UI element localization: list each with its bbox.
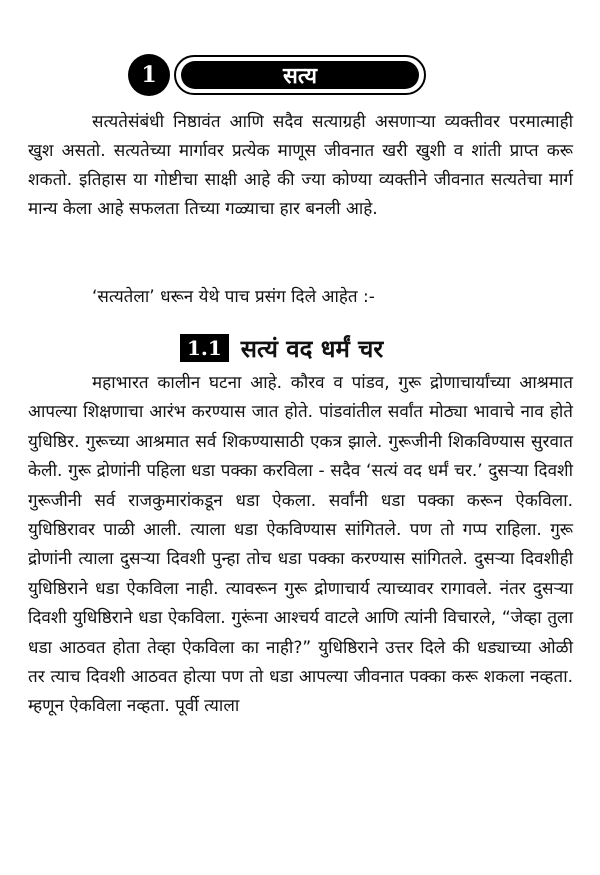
chapter-number: 1 — [128, 54, 170, 96]
chapter-title: सत्य — [181, 61, 419, 89]
note-paragraph: ‘सत्यतेला’ धरून येथे पाच प्रसंग दिले आहेत :- — [92, 287, 375, 307]
section-number: 1.1 — [180, 334, 229, 362]
section-title: सत्यं वद धर्मं चर — [240, 334, 384, 363]
story-paragraph: महाभारत कालीन घटना आहे. कौरव व पांडव, गुरू द्रोणाचार्यांच्या आश्रमात आपल्या शिक्षणाचा आरंभ करण्यास जात होते. पांडवांतील सर्वांत मोठ्या भावाचे नाव होते युधिष्ठिर. गुरूच्या आश्रमात सर्व शिकण्यासाठी एकत्र झाले. गुरूजीनी शिकविण्यास सुरवात केली. गुरू द्रोणांनी पहिला धडा पक्का करविला - सदैव ‘सत्यं वद धर्मं चर.’ दुसऱ्या दिवशी गुरूजीनी सर्व राजकुमारांकडून धडा ऐकला. सर्वांनी धडा पक्का करून ऐकविला. युधिष्ठिरावर पाळी आली. त्याला धडा ऐकविण्यास सांगितले. पण तो गप्प राहिला. गुरू द्रोणांनी त्याला दुसऱ्या दिवशी पुन्हा तोच धडा पक्का करण्यास सांगितले. दुसऱ्या दिवशीही युधिष्ठिराने धडा ऐकविला नाही. त्यावरून गुरू द्रोणाचार्य त्याच्यावर रागावले. नंतर दुसऱ्या दिवशी युधिष्ठिराने धडा ऐकविला. गुरूंना आश्चर्य वाटले आणि त्यांनी विचारले, “जेव्हा तुला धडा आठवत होता तेव्हा ऐकविला का नाही?” युधिष्ठिराने उत्तर दिले की धड्याच्या ओळी तर त्याच दिवशी आठवत होत्या पण तो धडा आपल्या जीवनात पक्का करू शकला नव्हता. म्हणून ऐकविला नव्हता. पूर्वी त्याला — [28, 373, 573, 717]
chapter-banner — [128, 54, 428, 98]
chapter-title-pill — [174, 55, 426, 95]
intro-paragraph: सत्यतेसंबंधी निष्ठावंत आणि सदैव सत्याग्रही असणाऱ्या व्यक्तीवर परमात्माही खुश असतो. सत्यतेच्या मार्गावर प्रत्येक माणूस जीवनात खरी खुशी व शांती प्राप्त करू शकतो. इतिहास या गोष्टीचा साक्षी आहे की ज्या कोण्या व्यक्तीने जीवनात सत्यतेचा मार्ग मान्य केला आहे सफलता तिच्या गळ्याचा हार बनली आहे. — [28, 112, 573, 219]
section-heading — [180, 332, 383, 364]
